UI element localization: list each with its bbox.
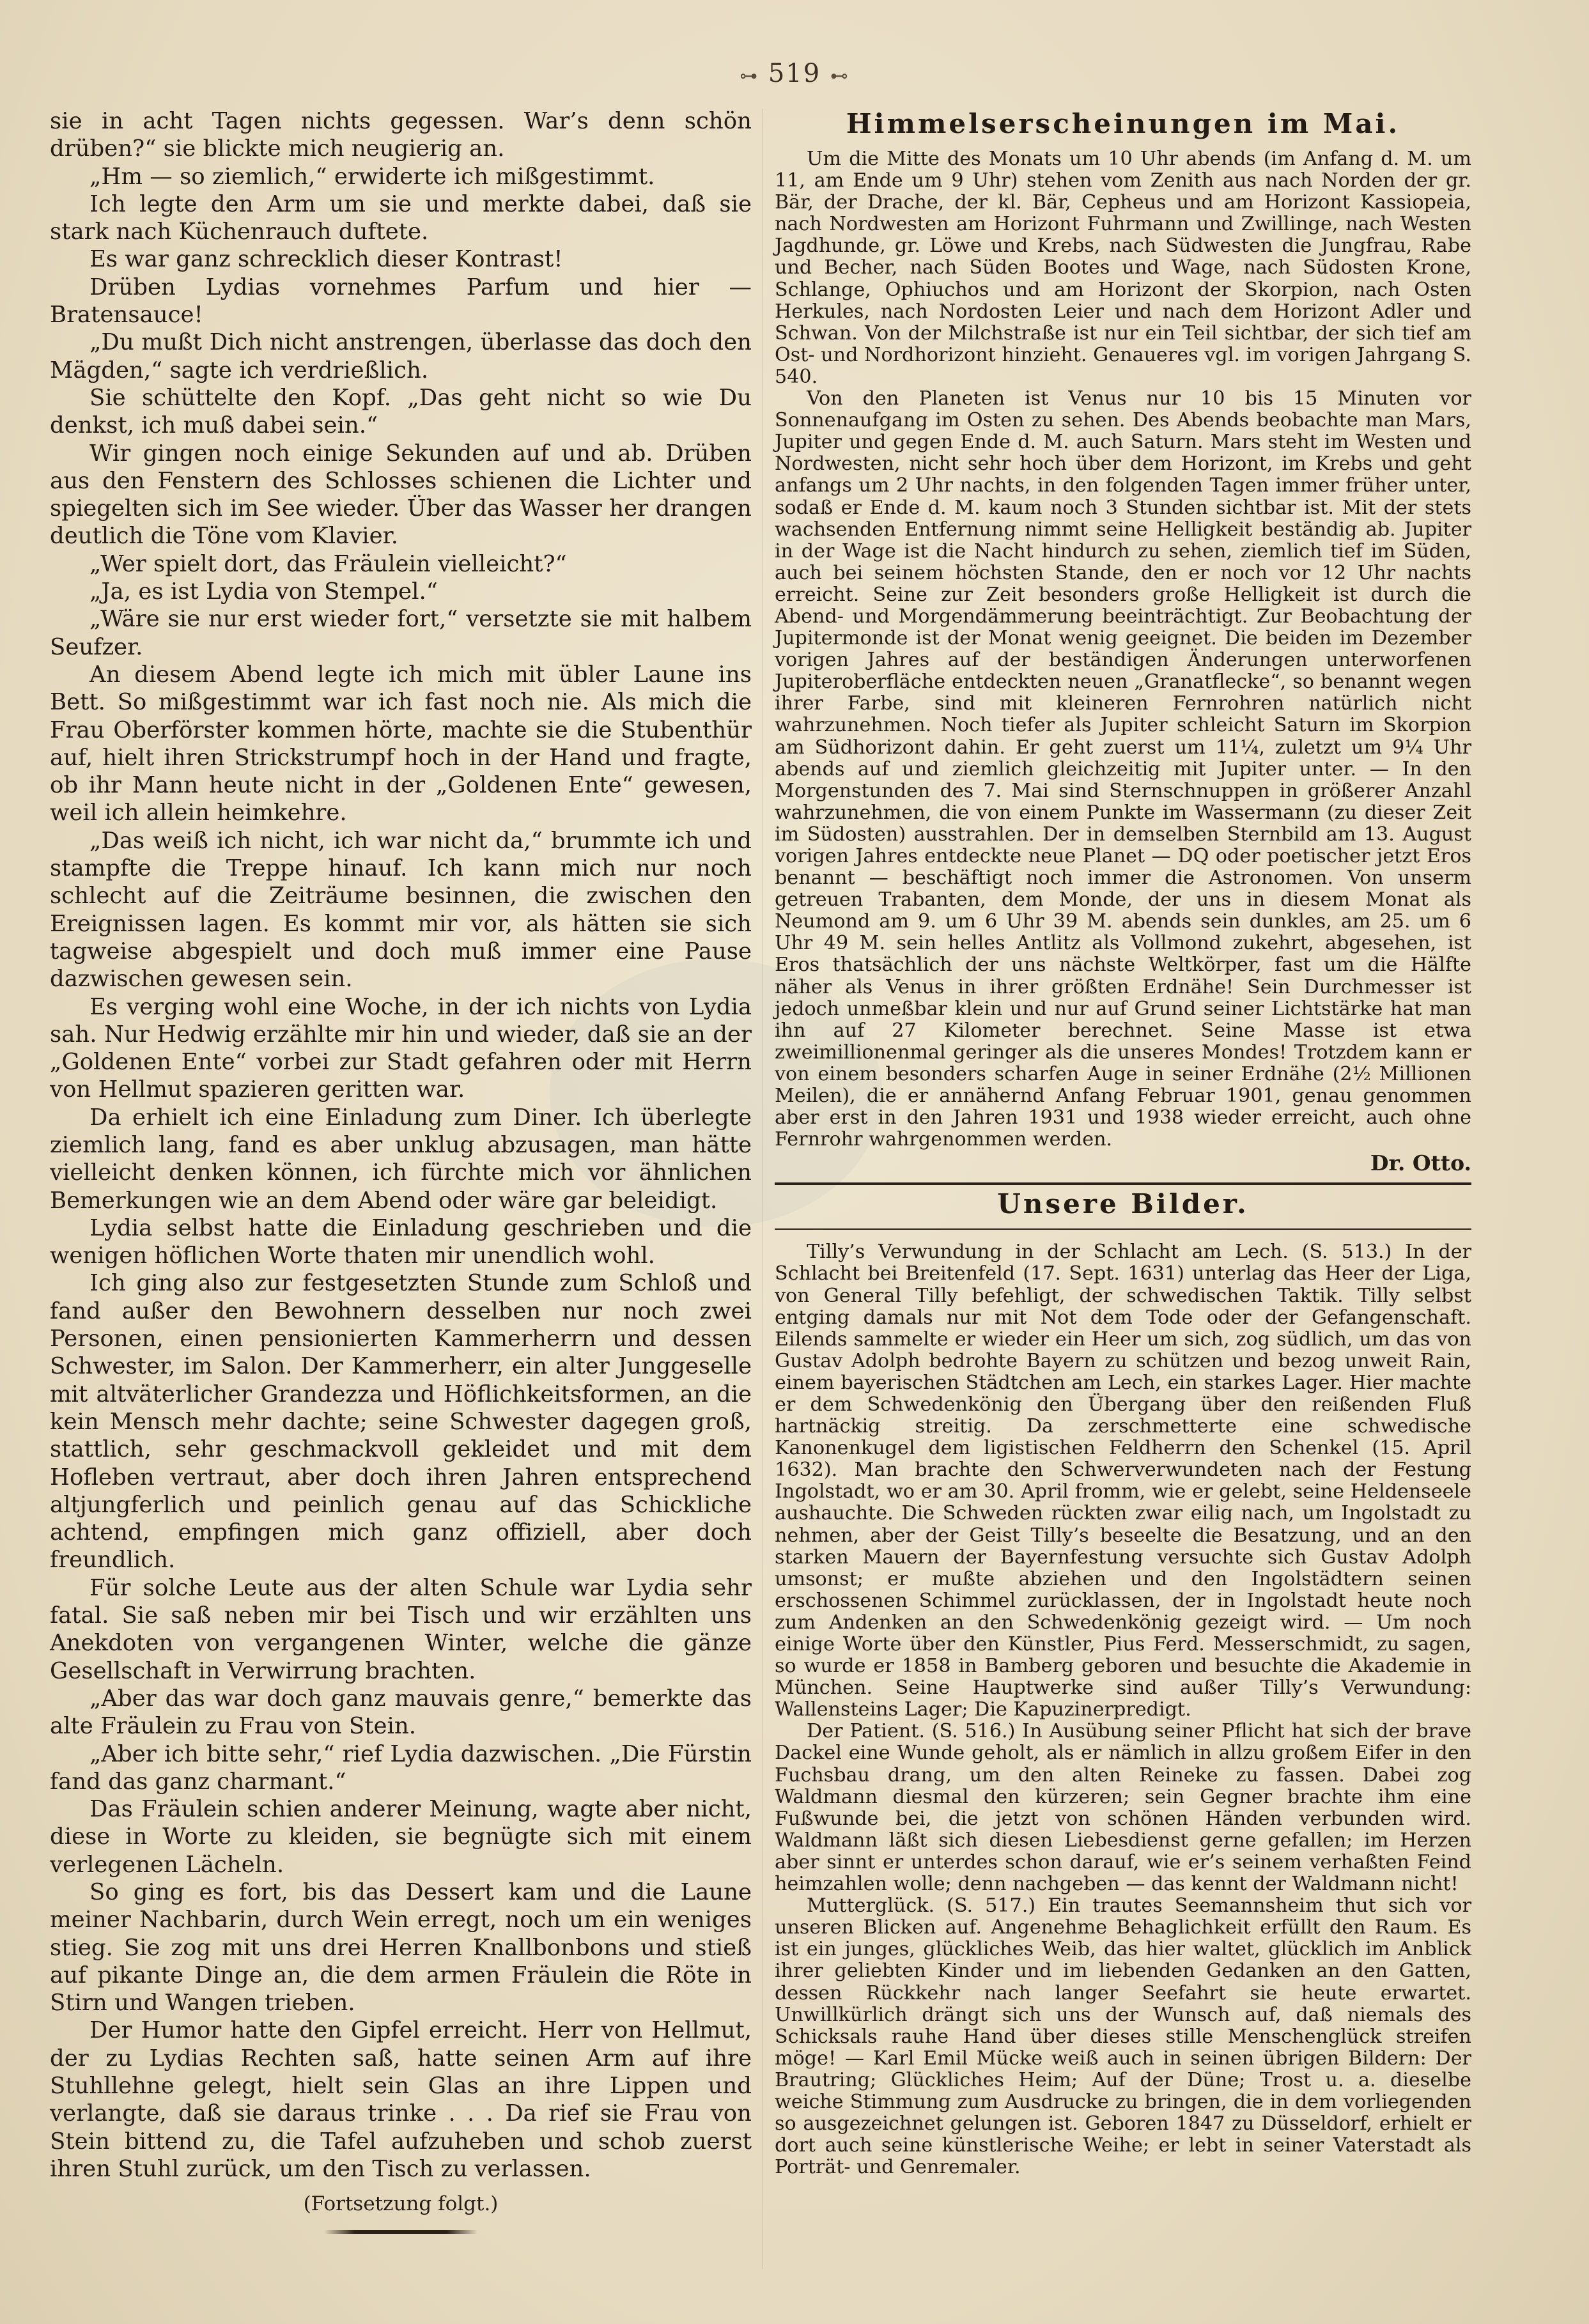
left-column: [50, 107, 752, 2234]
story-paragraph: Sie schüttelte den Kopf. „Das geht nicht so wie Du denkst, ich muß dabei sein.“: [50, 384, 752, 439]
story-paragraph: Ich ging also zur festgesetzten Stunde zum Schloß und fand außer den Bewohnern desselben nur noch zwei Personen, einen pensionierten Kammerherrn und dessen Schwester, im Salon. Der Kammerherr, ein alter Junggeselle mit altväterlicher Grandezza und Höflichkeitsformen, an die kein Mensch mehr dachte; seine Schwester dagegen groß, stattlich, sehr geschmackvoll gekleidet und mit dem Hofleben vertraut, aber doch ihren Jahren entsprechend altjungferlich und peinlich genau auf das Schickliche achtend, empfingen mich ganz offiziell, aber doch freundlich.: [50, 1270, 752, 1574]
page-number-text: 519: [768, 59, 821, 88]
page-number: [667, 59, 922, 88]
continuation-note: (Fortsetzung folgt.): [303, 2192, 499, 2216]
story-paragraph: An diesem Abend legte ich mich mit übler Laune ins Bett. So mißgestimmt war ich fast noch nie. Als mich die Frau Oberförster kommen hörte, machte sie die Stubenthür auf, hielt ihren Strickstrumpf hoch in der Hand und fragte, ob ihr Mann heute nicht in der „Goldenen Ente“ gewesen, weil ich allein heimkehre.: [50, 661, 752, 826]
ornament-left-icon: ⊶: [740, 65, 759, 86]
story-paragraph: So ging es fort, bis das Dessert kam und die Laune meiner Nachbarin, durch Wein erregt, noch um ein weniges stieg. Sie zog mit uns drei Herren Knallbonbons und stieß auf pikante Dinge an, die dem armen Fräulein die Röte in Stirn und Wangen trieben.: [50, 1879, 752, 2017]
sky-paragraph: Um die Mitte des Monats um 10 Uhr abends (im Anfang d. M. um 11, am Ende um 9 Uhr) stehen vom Zenith aus nach Norden der gr. Bär, der Drache, der kl. Bär, Cepheus und am Horizont Kassiopeia, nach Nordwesten am Horizont Fuhrmann und Zwillinge, nach Westen Jagdhunde, gr. Löwe und Krebs, nach Südwesten die Jungfrau, Rabe und Becher, nach Süden Bootes und Wage, nach Südosten Krone, Schlange, Ophiuchos und am Horizont der Skorpion, nach Osten Herkules, nach Nordosten Leier und nach dem Horizont Adler und Schwan. Von der Milchstraße ist nur ein Teil sichtbar, der sich tief am Ost- und Nordhorizont hinzieht. Genaueres vgl. im vorigen Jahrgang S. 540.: [775, 148, 1471, 388]
section-rule-thin: [775, 1228, 1471, 1230]
story-paragraph: „Du mußt Dich nicht anstrengen, überlasse das doch den Mägden,“ sagte ich verdrießlich.: [50, 329, 752, 383]
section-title-sky: Himmelserscheinungen im Mai.: [846, 108, 1400, 139]
section-rule: [775, 1182, 1471, 1185]
right-column: [775, 107, 1471, 2178]
end-rule: [324, 2230, 477, 2234]
story-paragraph: sie in acht Tagen nichts gegessen. War’s denn schön drüben?“ sie blickte mich neugierig an.: [50, 108, 752, 162]
story-paragraph: „Aber das war doch ganz mauvais genre,“ bemerkte das alte Fräulein zu Frau von Stein.: [50, 1685, 752, 1740]
picture-paragraph: Der Patient. (S. 516.) In Ausübung seiner Pflicht hat sich der brave Dackel eine Wunde geholt, als er nämlich in allzu großem Eifer in den Fuchsbau drang, um den alten Reineke zu fassen. Dabei zog Waldmann diesmal den kürzeren; sein Gegner brachte ihm eine Fußwunde bei, die jetzt von schönen Händen verbunden wird. Waldmann läßt sich diesen Liebesdienst gerne gefallen; im Herzen aber sinnt er unterdes schon darauf, wie er’s seinem verhaßten Feind heimzahlen wolle; denn nachgeben — das kennt der Waldmann nicht!: [775, 1720, 1471, 1896]
author-signature: Dr. Otto.: [1370, 1150, 1471, 1176]
story-paragraph: Lydia selbst hatte die Einladung geschrieben und die wenigen höflichen Worte thaten mir unendlich wohl.: [50, 1214, 752, 1269]
story-paragraph: Der Humor hatte den Gipfel erreicht. Herr von Hellmut, der zu Lydias Rechten saß, hatte seinen Arm auf ihre Stuhllehne gelegt, hielt sein Glas an ihre Lippen und verlangte, daß sie daraus trinke . . . Da rief sie Frau von Stein bittend zu, die Tafel aufzuheben und schob zuerst ihren Stuhl zurück, um den Tisch zu verlassen.: [50, 2017, 752, 2182]
story-paragraph: Es verging wohl eine Woche, in der ich nichts von Lydia sah. Nur Hedwig erzählte mir hin und wieder, daß sie an der „Goldenen Ente“ vorbei zur Stadt gefahren oder mit Herrn von Hellmut spazieren geritten war.: [50, 993, 752, 1103]
story-paragraph: „Aber ich bitte sehr,“ rief Lydia dazwischen. „Die Fürstin fand das ganz charmant.“: [50, 1740, 752, 1795]
story-paragraph: Für solche Leute aus der alten Schule war Lydia sehr fatal. Sie saß neben mir bei Tisch und wir erzählten uns Anekdoten von vergangenen Winter, welche die gänze Gesellschaft in Verwirrung brachten.: [50, 1574, 752, 1684]
sky-paragraph: Von den Planeten ist Venus nur 10 bis 15 Minuten vor Sonnenaufgang im Osten zu sehen. Des Abends beobachte man Mars, Jupiter und gegen Ende d. M. auch Saturn. Mars steht im Westen und Nordwesten, nicht sehr hoch über dem Horizont, im Krebs und geht anfangs um 2 Uhr nachts, in den folgenden Tagen immer früher unter, sodaß er Ende d. M. kaum noch 3 Stunden sichtbar ist. Mit der stets wachsenden Entfernung nimmt seine Helligkeit beständig ab. Jupiter in der Wage ist die Nacht hindurch zu sehen, ziemlich tief im Süden, auch bei seinem höchsten Stande, den er noch vor 12 Uhr nachts erreicht. Seine zur Zeit besonders große Helligkeit ist durch die Abend- und Morgendämmerung beeinträchtigt. Zur Beobachtung der Jupitermonde ist der Monat wenig geeignet. Die beiden im Dezember vorigen Jahres auf der beständigen Änderungen unterworfenen Jupiteroberfläche entdeckten neuen „Granatflecke“, so benannt wegen ihrer Farbe, sind mit kleineren Fernrohren natürlich nicht wahrzunehmen. Noch tiefer als Jupiter schleicht Saturn im Skorpion am Südhorizont dahin. Er geht zuerst um 11¼, zuletzt um 9¼ Uhr abends auf und ziemlich gleichzeitig mit Jupiter unter. — In den Morgenstunden des 7. Mai sind Sternschnuppen in größerer Anzahl wahrzunehmen, die von einem Punkte im Wassermann (zu dieser Zeit im Südosten) ausstrahlen. Der in demselben Sternbild am 13. August vorigen Jahres entdeckte neue Planet — DQ oder poetischer jetzt Eros benannt — beschäftigt noch immer die Astronomen. Von unserm getreuen Trabanten, dem Monde, der uns in diesem Monat als Neumond am 9. um 6 Uhr 39 M. abends sein dunkles, am 25. um 6 Uhr 49 M. sein helles Antlitz als Vollmond zukehrt, abgesehen, ist Eros thatsächlich der uns nächste Weltkörper, fast um die Hälfte näher als Venus in ihrer größten Erdnähe! Sein Durchmesser ist jedoch unmeßbar klein und nur auf Grund seiner Lichtstärke hat man ihn auf 27 Kilometer berechnet. Seine Masse ist etwa zweimillionenmal geringer als die unseres Mondes! Trotzdem kann er von einem besonders scharfen Auge in seiner Erdnähe (2½ Millionen Meilen), die er annähernd Anfang Februar 1901, genau genommen aber erst in den Jahren 1931 und 1938 wieder erreicht, auch ohne Fernrohr wahrgenommen werden.: [775, 387, 1471, 1151]
story-paragraph: Wir gingen noch einige Sekunden auf und ab. Drüben aus den Fenstern des Schlosses schienen die Lichter und spiegelten sich im See wieder. Über das Wasser her drangen deutlich die Töne vom Klavier.: [50, 440, 752, 550]
story-paragraph: „Hm — so ziemlich,“ erwiderte ich mißgestimmt.: [89, 163, 655, 190]
story-paragraph: Drüben Lydias vornehmes Parfum und hier — Bratensauce!: [50, 274, 752, 329]
story-paragraph: Ich legte den Arm um sie und merkte dabei, daß sie stark nach Küchenrauch duftete.: [50, 190, 752, 245]
story-paragraph: „Wer spielt dort, das Fräulein vielleicht?“: [89, 550, 567, 577]
picture-paragraph: Tilly’s Verwundung in der Schlacht am Lech. (S. 513.) In der Schlacht bei Breitenfeld (17. Sept. 1631) unterlag das Heer der Liga, von General Tilly befehligt, der schwedischen Taktik. Tilly selbst entging damals nur mit Not dem Tode oder der Gefangenschaft. Eilends sammelte er wieder ein Heer um sich, zog südlich, um das von Gustav Adolph bedrohte Bayern zu schützen und bezog unweit Rain, einem bayerischen Städtchen am Lech, ein starkes Lager. Hier machte er dem Schwedenkönig den Übergang über den reißenden Fluß hartnäckig streitig. Da zerschmetterte eine schwedische Kanonenkugel dem ligistischen Feldherrn den Schenkel (15. April 1632). Man brachte den Schwerverwundeten nach der Festung Ingolstadt, wo er am 30. April fromm, wie er gelebt, seine Heldenseele aushauchte. Die Schweden rückten zwar eilig nach, um Ingolstadt zu nehmen, aber der Geist Tilly’s beseelte die Besatzung, und an den starken Mauern der Bayernfestung versuchte sich Gustav Adolph umsonst; er mußte abziehen und den Ingolstädtern seinen erschossenen Schimmel zurücklassen, der in Ingolstadt heute noch zum Andenken an den Schwedenkönig gezeigt wird. — Um noch einige Worte über den Künstler, Pius Ferd. Messerschmidt, zu sagen, so wurde er 1858 in Bamberg geboren und besuchte die Akademie in München. Seine Hauptwerke sind außer Tilly’s Verwundung: Wallensteins Lager; Die Kapuzinerpredigt.: [775, 1241, 1471, 1721]
picture-paragraph: Mutterglück. (S. 517.) Ein trautes Seemannsheim thut sich vor unseren Blicken auf. Angenehme Behaglichkeit erfüllt den Raum. Es ist ein junges, glückliches Weib, das hier waltet, glücklich im Anblick ihrer geliebten Kinder und im liebenden Gedanken an den Gatten, dessen Rückkehr nach langer Seefahrt sie heute erwartet. Unwillkürlich drängt sich uns der Wunsch auf, daß niemals des Schicksals rauhe Hand über dieses stille Menschenglück streifen möge! — Karl Emil Mücke weiß auch in seinen übrigen Bildern: Der Brautring; Glückliches Heim; Auf der Düne; Trost u. a. dieselbe weiche Stimmung zum Ausdrucke zu bringen, die in dem vorliegenden so ausgezeichnet gelungen ist. Geboren 1847 zu Düsseldorf, erhielt er dort auch seine künstlerische Weihe; er lebt in seiner Vaterstadt als Porträt- und Genremaler.: [775, 1894, 1471, 2179]
story-paragraph: Das Fräulein schien anderer Meinung, wagte aber nicht, diese in Worte zu kleiden, sie begnügte sich mit einem verlegenen Lächeln.: [50, 1796, 752, 1878]
story-paragraph: „Ja, es ist Lydia von Stempel.“: [89, 578, 438, 605]
story-paragraph: Es war ganz schrecklich dieser Kontrast!: [89, 246, 563, 273]
story-paragraph: Da erhielt ich eine Einladung zum Diner. Ich überlegte ziemlich lang, fand es aber unklug abzusagen, man hätte vielleicht denken können, ich fürchte mich vor ähnlichen Bemerkungen wie an dem Abend oder wäre gar beleidigt.: [50, 1104, 752, 1214]
story-paragraph: „Das weiß ich nicht, ich war nicht da,“ brummte ich und stampfte die Treppe hinauf. Ich kann mich nur noch schlecht auf die Zeiträume besinnen, die zwischen den Ereignissen lagen. Es kommt mir vor, als hätten sie sich tagweise abgespielt und doch muß immer eine Pause dazwischen gewesen sein.: [50, 827, 752, 993]
ornament-right-icon: ⊷: [830, 65, 849, 86]
section-title-pictures: Unsere Bilder.: [997, 1188, 1249, 1220]
story-paragraph: „Wäre sie nur erst wieder fort,“ versetzte sie mit halbem Seufzer.: [50, 606, 752, 660]
